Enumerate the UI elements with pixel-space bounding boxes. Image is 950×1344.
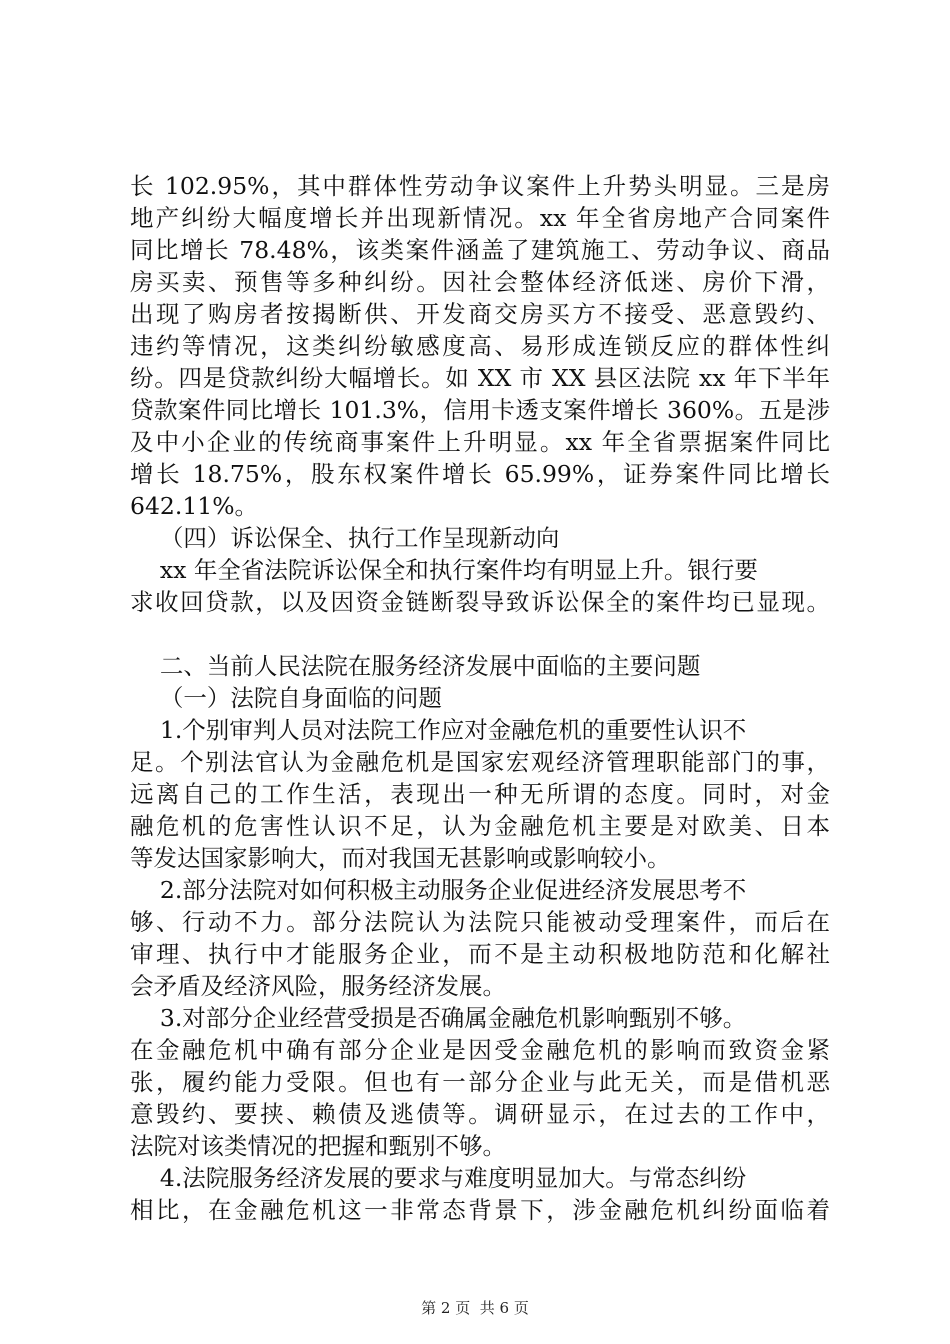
section-heading: （一）法院自身面临的问题 xyxy=(130,684,442,712)
text-line: 贷款案件同比增长 101.3%，信用卡透支案件增长 360%。五是涉 xyxy=(130,396,830,424)
text-line: 等发达国家影响大，而对我国无甚影响或影响较小。 xyxy=(130,844,671,872)
text-line: 2.部分法院对如何积极主动服务企业促进经济发展思考不 xyxy=(130,876,747,904)
text-line: 审理、执行中才能服务企业，而不是主动积极地防范和化解社 xyxy=(130,940,830,968)
text-line: 增长 18.75%，股东权案件增长 65.99%，证券案件同比增长 xyxy=(130,460,830,488)
text-line: 远离自己的工作生活，表现出一种无所谓的态度。同时，对金 xyxy=(130,780,830,808)
text-line: 地产纠纷大幅度增长并出现新情况。xx 年全省房地产合同案件 xyxy=(130,204,830,232)
page-number: 第 2 页 共 6 页 xyxy=(421,1299,529,1317)
text-line: 够、行动不力。部分法院认为法院只能被动受理案件，而后在 xyxy=(130,908,830,936)
text-line: 长 102.95%，其中群体性劳动争议案件上升势头明显。三是房 xyxy=(130,172,830,200)
document-body xyxy=(130,170,830,1226)
text-line: 会矛盾及经济风险，服务经济发展。 xyxy=(130,972,506,1000)
text-line: 房买卖、预售等多种纠纷。因社会整体经济低迷、房价下滑， xyxy=(130,268,830,296)
text-line: 张，履约能力受限。但也有一部分企业与此无关，而是借机恶 xyxy=(130,1068,830,1096)
text-line: 3.对部分企业经营受损是否确属金融危机影响甄别不够。 xyxy=(130,1004,747,1032)
text-line: xx 年全省法院诉讼保全和执行案件均有明显上升。银行要 xyxy=(130,556,758,584)
section-heading: （四）诉讼保全、执行工作呈现新动向 xyxy=(130,524,560,552)
text-line: 642.11%。 xyxy=(130,492,259,520)
text-line: 同比增长 78.48%，该类案件涵盖了建筑施工、劳动争议、商品 xyxy=(130,236,830,264)
text-line: 在金融危机中确有部分企业是因受金融危机的影响而致资金紧 xyxy=(130,1036,830,1064)
text-line: 足。个别法官认为金融危机是国家宏观经济管理职能部门的事， xyxy=(130,748,830,776)
text-line: 融危机的危害性认识不足，认为金融危机主要是对欧美、日本 xyxy=(130,812,830,840)
text-line: 4.法院服务经济发展的要求与难度明显加大。与常态纠纷 xyxy=(130,1164,747,1192)
text-line: 意毁约、要挟、赖债及逃债等。调研显示，在过去的工作中， xyxy=(130,1100,830,1128)
text-line: 求收回贷款，以及因资金链断裂导致诉讼保全的案件均已显现。 xyxy=(130,588,830,616)
text-line: 违约等情况，这类纠纷敏感度高、易形成连锁反应的群体性纠 xyxy=(130,332,830,360)
text-line: 法院对该类情况的把握和甄别不够。 xyxy=(130,1132,506,1160)
section-heading: 二、当前人民法院在服务经济发展中面临的主要问题 xyxy=(130,652,701,680)
text-line: 纷。四是贷款纠纷大幅增长。如 XX 市 XX 县区法院 xx 年下半年 xyxy=(130,364,830,392)
paragraph-gap xyxy=(130,618,830,650)
text-line: 相比，在金融危机这一非常态背景下，涉金融危机纠纷面临着 xyxy=(130,1196,830,1224)
text-line: 及中小企业的传统商事案件上升明显。xx 年全省票据案件同比 xyxy=(130,428,830,456)
text-line: 1.个别审判人员对法院工作应对金融危机的重要性认识不 xyxy=(130,716,747,744)
text-line: 出现了购房者按揭断供、开发商交房买方不接受、恶意毁约、 xyxy=(130,300,830,328)
page-footer xyxy=(0,1298,950,1318)
